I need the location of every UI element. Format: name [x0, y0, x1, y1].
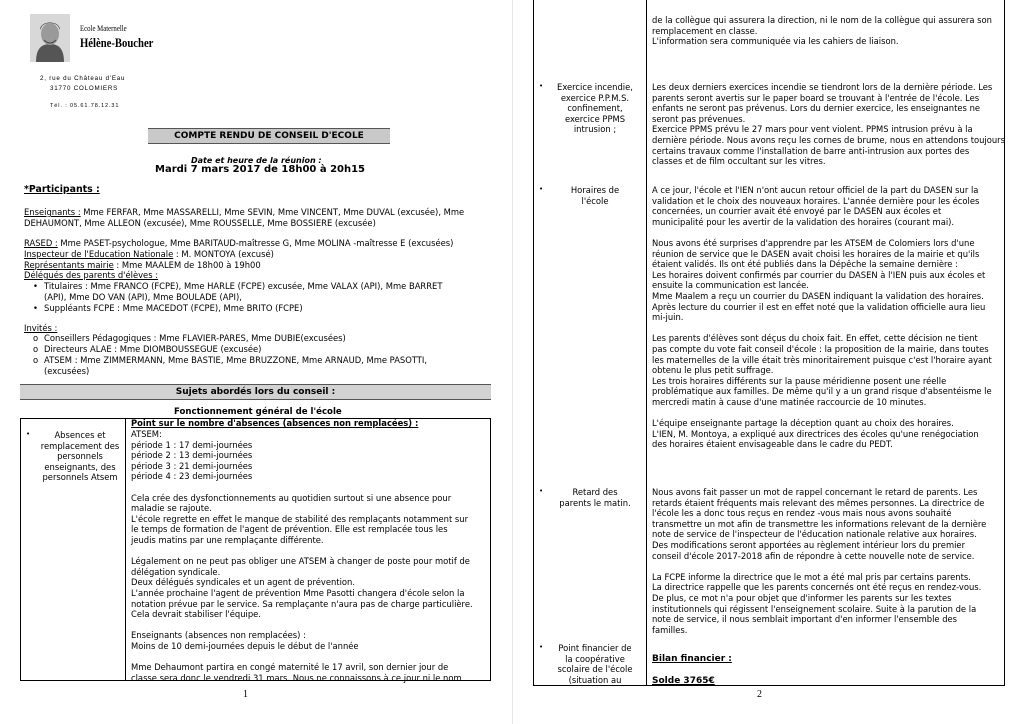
bullet-dot: •: [539, 487, 544, 495]
circle-bullet: o: [33, 355, 39, 365]
bullet-dot: •: [33, 281, 38, 291]
titulaires-line1: Titulaires : Mme FRANCO (FCPE), Mme HARLE (FCPE) excusée, Mme VALAX (API), Mme BARRET: [44, 281, 443, 291]
enseignants-line1: Enseignants : Mme FERFAR, Mme MASSARELLI, Mme SEVIN, Mme VINCENT, Mme DUVAL (excusée), Mme: [24, 207, 465, 217]
table-col-divider: [125, 418, 126, 680]
bullet-dot: •: [539, 82, 544, 90]
row-horaires-body: A ce jour, l'école et l'IEN n'ont aucun retour officiel de la part du DASEN sur la validation et le choix des nouveaux horaires. L'année dernière pour les écoles concernées, un courrier avait été envoyé par le DASEN aux écoles et municipalité pour les avertir de la validation des horaires (courant mai). Nous avons été surprises d'apprendre par les ATSEM de Colomiers lors d'une réunion de service que le DASEN avait choisi les horaires de la mairie et qu'ils étaient validés. Ils ont été publiés dans la Dépêche la semaine dernière : Les horaires doivent confirmés par courrier du DASEN à l'IEN puis aux écoles et ensuite la communication est lancée. Mme Maalem a reçu un courrier du DASEN indiquant la validation des horaires. Après lecture du courrier il est en effet noté que la validation officielle aura lieu mi-juin. Les parents d'élèves sont déçus du choix fait. En effet, cette décision ne tient pas compte du vote fait conseil d'école : la proposition de la mairie, dans toutes les maternelles de la ville était très minoritairement puisque c'est l'horaire ayant obtenu le plus petit suffrage. Les trois horaires différents sur la pause méridienne posent une réelle problématique aux familles. De même qu'il y a un grand risque d'absentéisme le mercredi matin à cause d'une matinée raccourcie de 10 minutes. L'équipe enseignante partage la déception quant au choix des horaires. L'IEN, M. Montoya, a expliqué aux directrices des écoles qu'une renégociation des horaires étaient envisageable dans le cadre du PEDT.: [652, 185, 992, 450]
table2-col-divider: [646, 0, 647, 686]
circle-bullet: o: [33, 344, 39, 354]
inspecteur-line: Inspecteur de l'Education Nationale : M. MONTOYA (excusé): [24, 249, 274, 259]
bullet-dot: •: [539, 643, 544, 651]
continued-text: de la collègue qui assurera la direction, ni le nom de la collègue qui assurera son remplacement en classe. L'information sera communiquée via les cahiers de liaison.: [652, 15, 992, 47]
date-value: Mardi 7 mars 2017 de 18h00 à 20h15: [155, 164, 366, 175]
mairie-line: Représentants mairie : Mme MAALEM de 18h00 à 19h00: [24, 260, 261, 270]
report-title: COMPTE RENDU DE CONSEIL D'ECOLE: [148, 128, 390, 144]
school-line2: Hélène-Boucher: [80, 35, 154, 50]
table-border-left: [20, 418, 21, 680]
delegues-label: Délégués des parents d'élèves :: [24, 270, 159, 280]
row-financier-topic: Point financier de la coopérative scolaire de l'école (situation au: [557, 643, 633, 685]
page-separator: [512, 0, 513, 724]
school-address: [40, 74, 125, 94]
bullet-dot: •: [539, 185, 544, 193]
invites-item3-line2: (excusées): [44, 366, 90, 376]
enseignants-line2: DEHAUMONT, Mme ALLEON (excusée), Mme ROUSSELLE, Mme BOSSIERE (excusée): [24, 218, 376, 228]
school-phone: Tél. : 05.61.78.12.31: [50, 103, 120, 109]
row-exercice-topic: Exercice incendie, exercice P.P.M.S. confinement, exercice PPMS intrusion ;: [557, 82, 633, 135]
row1-topic: Absences et remplacement des personnels enseignants, des personnels Atsem: [40, 430, 120, 483]
invites-item2: Directeurs ALAE : Mme DIOMBOUSSEGUE (excusée): [44, 344, 262, 354]
school-name: [80, 24, 170, 51]
titulaires-line2: (API), Mme DO VAN (API), Mme BOULADE (API),: [44, 292, 242, 302]
bilan-heading: Bilan financier :: [652, 654, 732, 664]
table-border-right: [490, 418, 491, 680]
address-line2: 31770 COLOMIERS: [50, 85, 119, 92]
suppleants-line: Suppléants FCPE : Mme MACEDOT (FCPE), Mme BRITO (FCPE): [44, 303, 303, 313]
address-line1: 2, rue du Château d'Eau: [40, 75, 126, 82]
participants-heading: *Participants :: [24, 184, 100, 195]
invites-item1: Conseillers Pédagogiques : Mme FLAVIER-PARES, Mme DUBIE(excusées): [44, 333, 346, 343]
row1-body: ATSEM: période 1 : 17 demi-journées période 2 : 13 demi-journées période 3 : 21 demi-journées période 4 : 23 demi-journées Cela crée des dysfonctionnements au quotidien surtout si une absence pour maladie se rajoute. L'école regrette en effet le manque de stabilité des remplaçants notamment sur le temps de formation de l'agent de prévention. Elle est remplacée tous les jeudis matins par une remplaçante différente. Légalement on ne peut pas obliger une ATSEM à changer de poste pour motif de délégation syndicale. Deux délégués syndicales et un agent de prévention. L'année prochaine l'agent de prévention Mme Pasotti changera d'école selon la notation prévue par le service. Sa remplaçante n'aura pas de charge particulière. Cela devrait stabiliser l'équipe. Enseignants (absences non remplacées) : Moins de 10 demi-journées depuis le début de l'année Mme Dehaumont partira en congé maternité le 17 avril, son dernier jour de classe sera donc le vendredi 31 mars. Nous ne connaissons à ce jour ni le nom: [131, 429, 473, 683]
row-exercice-body: Les deux derniers exercices incendie se tiendront lors de la dernière période. Les parents seront avertis sur le paper board se trouvant à l'entrée de l'école. Les enfants ne seront pas prévenus. Lors du dernier exercice, les enseignantes ne seront pas prévenues. Exercice PPMS prévu le 27 mars pour vent violent. PPMS intrusion prévu à la dernière période. Nous avons reçu les cornes de brume, nous en attendons toujours certains travaux comme l'installation de barre anti-intrusion aux portes des classes et de film occultant sur les vitres.: [652, 82, 1005, 167]
page-number-1: 1: [243, 689, 248, 700]
row-retard-topic: Retard des parents le matin.: [559, 487, 631, 508]
enseignants-label: Enseignants :: [24, 207, 81, 217]
section-title: Fonctionnement général de l'école: [174, 407, 342, 417]
solde-value: Solde 3765€: [652, 676, 715, 686]
bullet-dot: •: [33, 303, 38, 313]
row1-heading: Point sur le nombre d'absences (absences non remplacées) :: [131, 418, 419, 428]
rased-line: RASED : Mme PASET-psychologue, Mme BARITAUD-maîtresse G, Mme MOLINA -maîtresse E (excusées): [24, 238, 454, 248]
school-line1: Ecole Maternelle: [80, 24, 127, 33]
row-horaires-topic: Horaires de l'école: [570, 185, 620, 206]
table2-border-left: [533, 0, 534, 686]
circle-bullet: o: [33, 333, 39, 343]
date-label: Date et heure de la réunion :: [191, 156, 322, 165]
invites-label: Invités :: [24, 323, 58, 333]
row-retard-body: Nous avons fait passer un mot de rappel concernant le retard de parents. Les retards étaient fréquents mais relevant des mêmes personnes. La directrice de l'école les a donc tous reçus en rendez -vous mais nous avons souhaité transmettre un mot afin de transmettre les informations relevant de la dernière note de service de l'inspecteur de l'éducation nationale relative aux horaires. Des modifications seront apportées au règlement intérieur lors du premier conseil d'école 2017-2018 afin de répondre à cette nouvelle note de service. La FCPE informe la directrice que le mot a été mal pris par certains parents. La directrice rappelle que les parents concernés ont été reçus en rendez-vous. De plus, ce mot n'a pour objet que d'informer les parents sur les textes institutionnels qui régissent l'enseignement scolaire. Suite à la parution de la note de service, il nous semblait important d'en informer l'ensemble des familles.: [652, 487, 987, 635]
sujets-bar: Sujets abordés lors du conseil :: [20, 384, 491, 400]
bullet-dot: •: [26, 430, 31, 438]
page-number-2: 2: [757, 689, 762, 700]
school-logo-portrait: [30, 14, 70, 62]
invites-item3-line1: ATSEM : Mme ZIMMERMANN, Mme BASTIE, Mme BRUZZONE, Mme ARNAUD, Mme PASOTTI,: [44, 355, 428, 365]
